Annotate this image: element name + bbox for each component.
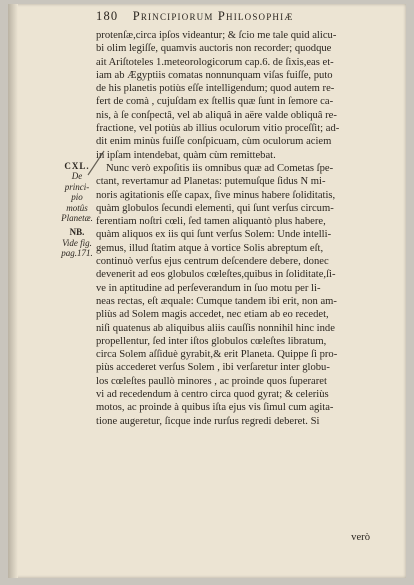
text-line: circa Solem aſſiduè gyrabit,& erit Planeta. Quippe ſi pro- [96, 349, 338, 361]
margin-title-line: De princi- [64, 171, 90, 192]
text-line: quàm globulos ſecundi elementi, qui ſunt verſus circum- [96, 202, 334, 214]
running-header [96, 9, 396, 25]
margin-title-line: pio motûs [66, 192, 88, 213]
text-line: tione augeretur, ſicque inde rurſus regredi deberet. Si [96, 415, 320, 427]
text-line: los cœleſtes paullò minores , ac proinde quos ſuperaret [96, 375, 327, 387]
text-line: motos, ac proinde à quibus iſta ejus vis ſimul cum agita- [96, 402, 334, 414]
text-line: bi olim legiſſe, quamvis auctoris non recorder; quodque [96, 43, 332, 55]
margin-reference: Vide fig. [62, 237, 92, 248]
text-line: fractione, vel potiùs ab illius oculorum vitio proceſſit; ad- [96, 123, 340, 135]
book-page [8, 4, 406, 578]
text-line: iam ab Ægyptiis comatas nonnunquam viſas fuiſſe, puto [96, 69, 333, 81]
running-title: Principiorum Philosophiæ [132, 9, 294, 23]
text-line: ctant, revertamur ad Planetas: putemuſque ſidus N mi- [96, 176, 326, 188]
text-line: ve in aptitudine ad perſeverandum in ſuo motu per li- [96, 282, 321, 294]
text-line: protenſæ,circa ipſos videantur; & ſcio me tale quid alicu- [96, 30, 337, 41]
text-line: ferentiam noſtri cœli, ſed tamen aliquantò plus habere, [96, 216, 326, 228]
catchword: verò [351, 532, 370, 543]
text-line: nis, à ſe conſpectâ, vel ab aliquâ in aëre valde obliquâ re- [96, 109, 337, 121]
margin-section-number: CXL. [64, 161, 90, 171]
text-line: noris agitationis eſſe capax, ſive minus habere ſoliditatis, [96, 189, 336, 201]
text-line: vi ad recedendum à centro circa quod gyrat; & celeriùs [96, 389, 329, 401]
text-line: niſi quatenus ab aliquibus aliis cauſſis nonnihil hinc inde [96, 322, 335, 334]
text-line: Nunc verò expoſitis iis omnibus quæ ad Cometas ſpe- [106, 162, 334, 174]
margin-nb: NB. [69, 227, 85, 238]
text-line: continuò verſus ejus centrum deſcendere debere, donec [96, 256, 329, 268]
text-line: fert de comà , cujuſdam ex ſtellis quæ ſunt in ſemore ca- [96, 96, 334, 108]
text-line: devenerit ad eos globulos cœleſtes,quibus in ſoliditate,ſi- [96, 269, 336, 281]
text-line: pliùs ad Solem magis accedet, nec etiam ab eo recedet, [96, 309, 329, 321]
text-line: piùs accederet verſus Solem , ibi verſaretur inter globu- [96, 362, 330, 374]
margin-reference: pag.171. [61, 248, 93, 259]
page-number: 180 [96, 9, 119, 23]
body-text [96, 29, 386, 428]
pencil-mark [82, 149, 110, 177]
text-line: dit enim minùs fuiſſe conſpicuam, cùm oculorum aciem [96, 136, 332, 148]
page-gutter [8, 4, 18, 578]
text-line: gemus, illud ſtatim atque à vortice Solis abreptum eſt, [96, 242, 324, 254]
text-line: in ipſam intendebat, quàm cùm remittebat. [96, 149, 276, 161]
text-line: de his planetis potiùs eſſe intelligendum; quod autem re- [96, 83, 335, 95]
text-line: neas rectas, eſt æquale: Cumque tandem ibi erit, non am- [96, 295, 337, 307]
text-line: quàm aliquos ex iis qui ſunt verſus Solem: Unde intelli- [96, 229, 332, 241]
text-line: ait Ariſtoteles 1.meteorologicorum cap.6. de ſixis,eas et- [96, 56, 334, 68]
margin-title-line: Planetæ. [61, 213, 93, 224]
text-line: propellentur, ſed inter iſtos globulos cœleſtes libratum, [96, 335, 327, 347]
